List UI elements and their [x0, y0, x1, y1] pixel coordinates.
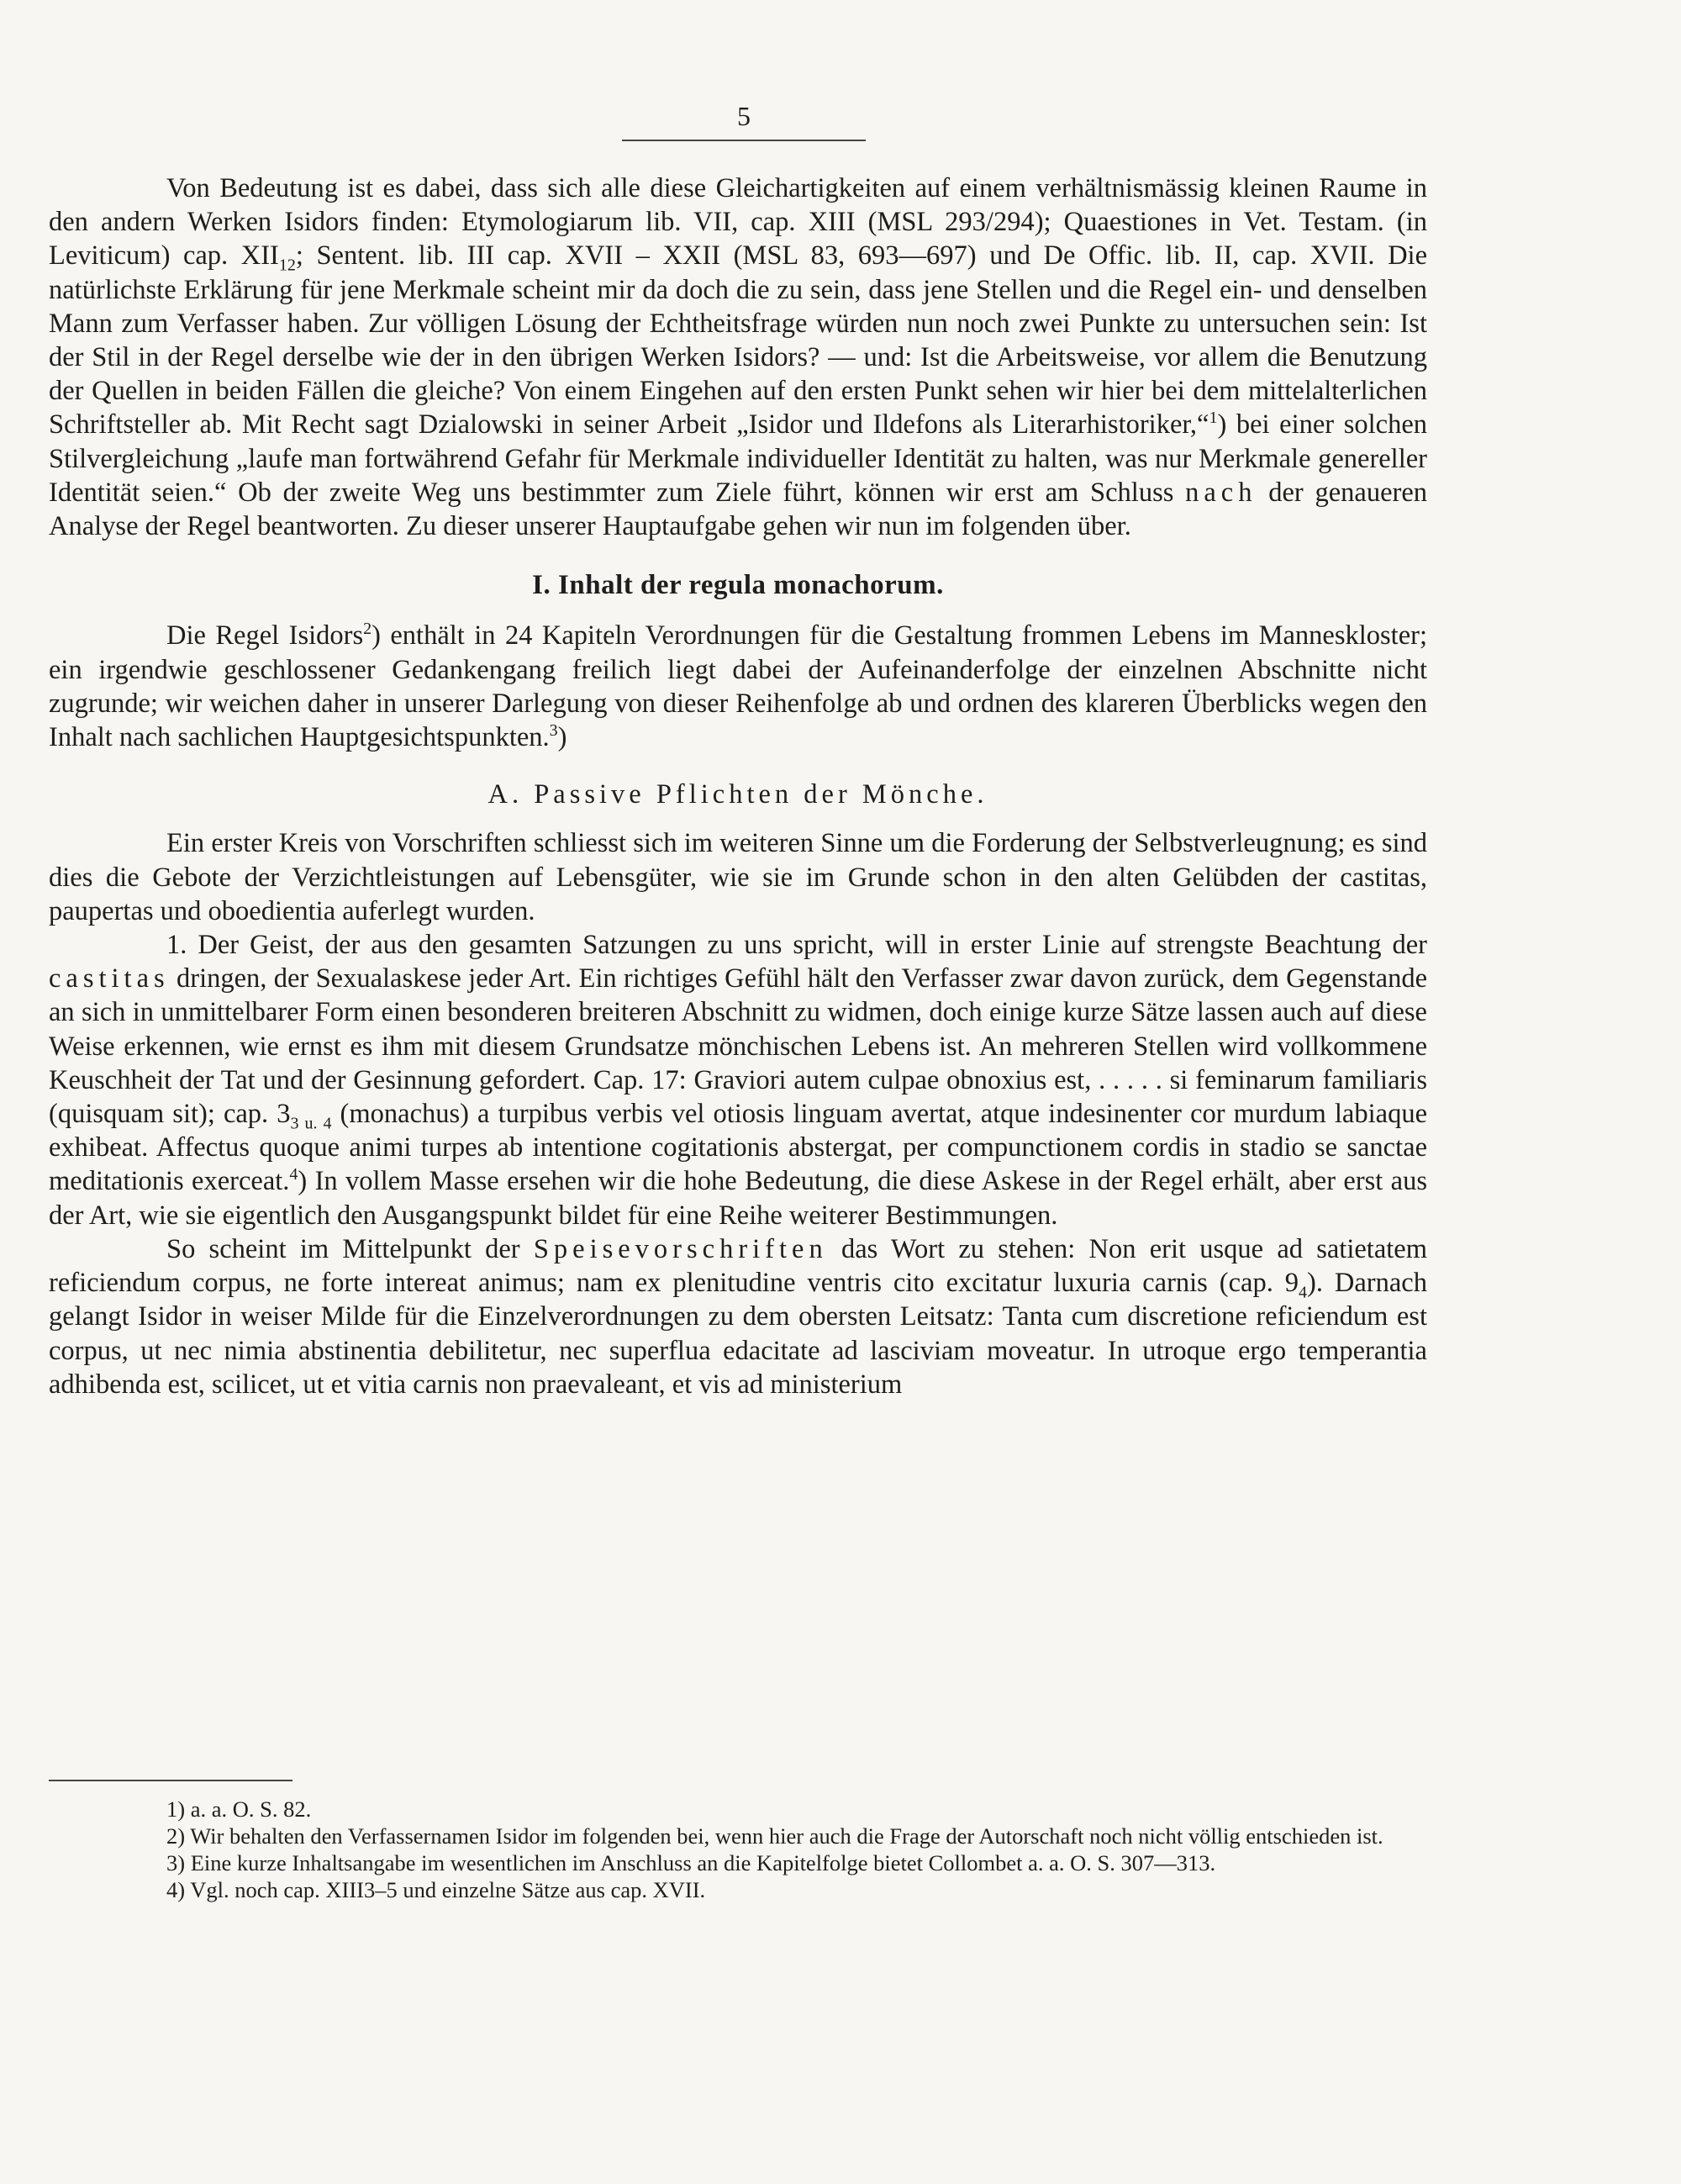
regel-text-3: ) — [557, 722, 567, 753]
footnotes — [49, 1796, 1427, 1903]
regel-text-2: ) enthält in 24 Kapiteln Verordnungen für die Gestaltung frommen Lebens im Manneskloster; ein irgendwie geschlossener Gedankengang freilich liegt dabei der Aufeinanderfolge der einzelnen Abschnitte nicht zugrunde; wir weichen daher in unserer Darlegung von dieser Reihenfolge ab und ordnen des klareren Überblicks wegen den Inhalt nach sachlichen Hauptgesichtspunkten. — [49, 620, 1427, 753]
paragraph-regel — [49, 619, 1427, 754]
speise-text-2: das Wort zu stehen: Non erit usque ad satietatem reficiendum corpus, ne forte intereat animus; nam ex plenitudine ventris cito excitatur luxuria carnis (cap. 9 — [49, 1233, 1427, 1299]
geist-subscript: 3 u. 4 — [290, 1114, 332, 1133]
section-heading: I. Inhalt der regula monachorum. — [532, 570, 944, 601]
intro-text-2: ; Sentent. lib. III cap. XVII – XXII (MSL 83, 693—697) und De Offic. lib. II, cap. XVII. Die natürlichste Erklärung für jene Merkmale scheint mir da doch die zu sein, dass jene Stellen und die Regel ein- und denselben Mann zum Verfasser haben. Zur völligen Lösung der Echtheitsfrage würden nun noch zwei Punkte zu untersuchen sein: Ist der Stil in der Regel derselbe wie der in den übrigen Werken Isidors? — und: Ist die Arbeitsweise, vor allem die Benutzung der Quellen in beiden Fällen die gleiche? Von einem Eingehen auf den ersten Punkt sehen wir hier bei dem mittelalterlichen Schriftsteller ab. Mit Recht sagt Dzialowski in seiner Arbeit „Isidor und Ildefons als Literarhistoriker,“ — [49, 240, 1427, 440]
speise-text-3: ). Darnach gelangt Isidor in weiser Milde für die Einzelverordnungen zu dem obersten Leitsatz: Tanta cum discretione reficiendum est corpus, ut nec nimia abstinentia debilitetur, nec superflua edacitate ad lasciviam moveatur. In utroque ergo temperantia adhibenda est, scilicet, ut et vitia carnis non praevaleant, et vis ad ministerium — [49, 1268, 1427, 1400]
footnote: 4) Vgl. noch cap. XIII3–5 und einzelne Sätze aus cap. XVII. — [166, 1877, 706, 1902]
intro-text-4: der genaueren Analyse der Regel beantworten. Zu dieser unserer Hauptaufgabe gehen wir nun im folgenden über. — [49, 477, 1428, 542]
footnote-ref-2: 2 — [363, 620, 372, 639]
intro-spaced: nach — [1185, 477, 1257, 508]
intro-text-3: ) bei einer solchen Stilvergleichung „laufe man fortwährend Gefahr für Merkmale individueller Identität zu halten, was nur Merkmale genereller Identität seien.“ Ob der zweite Weg uns bestimmter zum Ziele führt, können wir erst am Schluss — [49, 409, 1427, 508]
footnote: 2) Wir behalten den Verfassernamen Isidor im folgenden bei, wenn hier auch die Frage der Autorschaft noch nicht völlig entschieden ist. — [166, 1823, 1383, 1849]
speise-subscript: 4 — [1299, 1283, 1308, 1302]
geist-text-1: 1. Der Geist, der aus den gesamten Satzungen zu uns spricht, will in erster Linie auf strengste Beachtung der — [166, 930, 1427, 961]
footnote-ref-3: 3 — [549, 721, 558, 741]
footnote: 1) a. a. O. S. 82. — [166, 1796, 312, 1822]
footnote-rule — [49, 1780, 292, 1781]
paragraph-speise — [49, 1232, 1427, 1401]
footnote-ref-1: 1 — [1209, 409, 1218, 428]
regel-text-1: Die Regel Isidors — [166, 620, 364, 652]
subsection-heading: A. Passive Pflichten der Mönche. — [487, 779, 988, 810]
geist-spaced: castitas — [49, 963, 170, 994]
header-rule — [622, 140, 866, 141]
footnote: 3) Eine kurze Inhaltsangabe im wesentlichen im Anschluss an die Kapitelfolge bietet Collombet a. a. O. S. 307—313. — [166, 1850, 1216, 1875]
geist-text-2: dringen, der Sexualaskese jeder Art. Ein richtiges Gefühl hält den Verfasser zwar davon zurück, dem Gegenstande an sich in unmittelbarer Form einen besonderen breiteren Abschnitt zu widmen, doch einige kurze Sätze lassen auch auf diese Weise erkennen, wie ernst es ihm mit diesem Grundsatze mönchischen Lebens ist. An mehreren Stellen wird vollkommene Keuschheit der Tat und der Gesinnung gefordert. Cap. 17: Graviori autem culpae obnoxius est, . . . . . si feminarum familiaris (quisquam sit); cap. 3 — [49, 963, 1427, 1130]
intro-text-1: Von Bedeutung ist es dabei, dass sich alle diese Gleichartigkeiten auf einem verhältnismässig kleinen Raume in den andern Werken Isidors finden: Etymologiarum lib. VII, cap. XIII (MSL 293/294); Quaestiones in Vet. Testam. (in Leviticum) cap. XII — [49, 173, 1427, 272]
intro-subscript: 12 — [278, 256, 296, 275]
geist-text-4: ) In vollem Masse ersehen wir die hohe Bedeutung, die diese Askese in der Regel erhält, aber erst aus der Art, wie sie eigentlich den Ausgangspunkt bildet für eine Reihe weiterer Bestimmungen. — [49, 1166, 1428, 1231]
geist-text-3: (monachus) a turpibus verbis vel otiosis linguam avertat, atque indesinenter cor murdum labiaque exhibeat. Affectus quoque animi turpes ab intentione cogitationis abstergat, per compunctionem cordis in stadio se sanctae meditationis exerceat. — [49, 1099, 1427, 1197]
speise-spaced: Speisevorschriften — [533, 1233, 828, 1264]
footnote-ref-4: 4 — [289, 1165, 298, 1184]
paragraph-intro — [49, 171, 1427, 543]
main-text — [49, 171, 1427, 1401]
paragraph-kreis: Ein erster Kreis von Vorschriften schliesst sich im weiteren Sinne um die Forderung der Selbstverleugnung; es sind dies die Gebote der Verzichtleistungen auf Lebensgüter, wie sie im Grunde schon in den alten Gelübden der castitas, paupertas und oboedientia auferlegt wurden. — [49, 828, 1427, 926]
paragraph-geist — [49, 928, 1427, 1232]
speise-text-1: So scheint im Mittelpunkt der — [166, 1233, 534, 1264]
page-number: 5 — [737, 101, 751, 131]
